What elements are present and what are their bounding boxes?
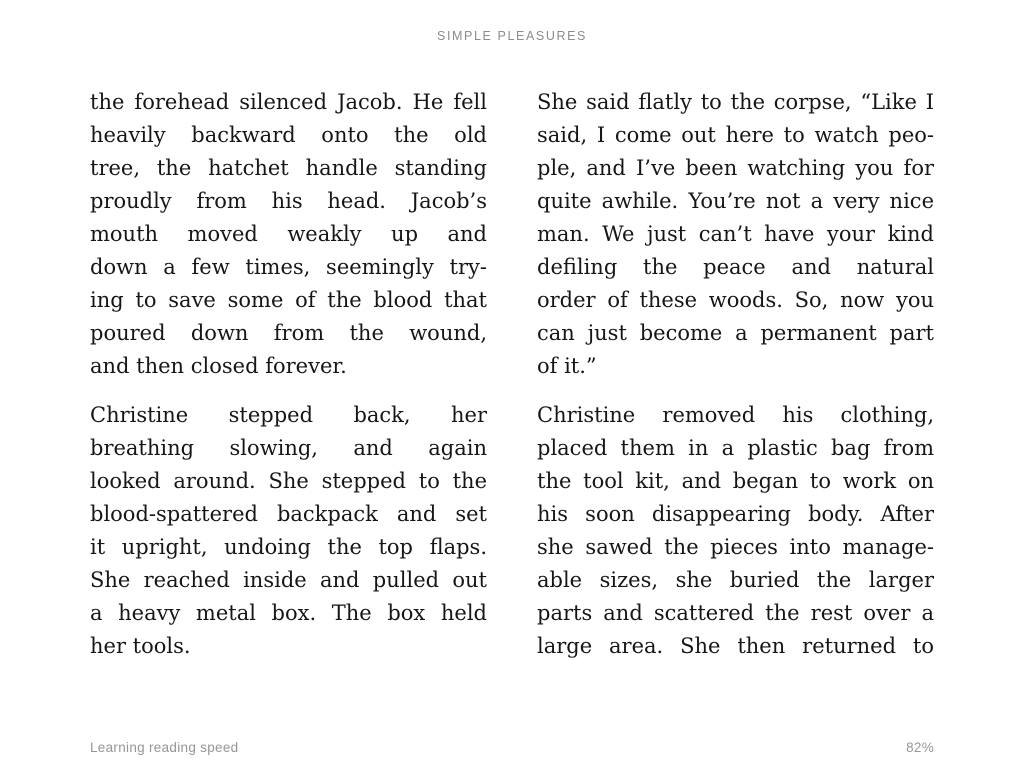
paragraph bbox=[537, 399, 934, 663]
text-line: She reached inside and pulled out bbox=[90, 568, 487, 592]
text-line: She said flatly to the corpse, “Like I bbox=[537, 90, 934, 114]
text-line: it upright, undoing the top flaps. bbox=[90, 535, 487, 559]
text-line: mouth moved weakly up and bbox=[90, 222, 487, 246]
text-line: poured down from the wound, bbox=[90, 321, 487, 345]
text-line: said, I come out here to watch peo- bbox=[537, 123, 934, 147]
text-line: large area. She then returned to bbox=[537, 634, 934, 658]
text-line: order of these woods. So, now you bbox=[537, 288, 934, 312]
text-line: can just become a permanent part bbox=[537, 321, 934, 345]
text-line: tree, the hatchet handle standing bbox=[90, 156, 487, 180]
text-line: of it.” bbox=[537, 354, 597, 378]
paragraph bbox=[537, 86, 934, 383]
text-line: her tools. bbox=[90, 634, 191, 658]
text-line: heavily backward onto the old bbox=[90, 123, 487, 147]
text-line: the tool kit, and began to work on bbox=[537, 469, 934, 493]
text-line: the forehead silenced Jacob. He fell bbox=[90, 90, 487, 114]
text-line: breathing slowing, and again bbox=[90, 436, 487, 460]
text-line: a heavy metal box. The box held bbox=[90, 601, 487, 625]
paragraph bbox=[90, 86, 487, 383]
text-line: and then closed forever. bbox=[90, 354, 347, 378]
text-column-right bbox=[537, 86, 934, 663]
text-line: Christine removed his clothing, bbox=[537, 403, 934, 427]
text-line: quite awhile. You’re not a very nice bbox=[537, 189, 934, 213]
text-line: blood-spattered backpack and set bbox=[90, 502, 487, 526]
page-content[interactable] bbox=[90, 86, 934, 663]
text-column-left bbox=[90, 86, 487, 663]
reader-footer bbox=[90, 740, 934, 755]
reading-status: Learning reading speed bbox=[90, 740, 239, 755]
text-line: his soon disappearing body. After bbox=[537, 502, 934, 526]
text-line: Christine stepped back, her bbox=[90, 403, 487, 427]
reader-header bbox=[0, 29, 1024, 43]
text-line: able sizes, she buried the larger bbox=[537, 568, 934, 592]
text-line: down a few times, seemingly try- bbox=[90, 255, 487, 279]
text-line: defiling the peace and natural bbox=[537, 255, 934, 279]
text-line: man. We just can’t have your kind bbox=[537, 222, 934, 246]
text-line: parts and scattered the rest over a bbox=[537, 601, 934, 625]
text-line: looked around. She stepped to the bbox=[90, 469, 487, 493]
text-line: proudly from his head. Jacob’s bbox=[90, 189, 487, 213]
progress-percent: 82% bbox=[906, 740, 934, 755]
paragraph bbox=[90, 399, 487, 663]
text-line: she sawed the pieces into manage- bbox=[537, 535, 934, 559]
book-title: SIMPLE PLEASURES bbox=[437, 29, 587, 43]
text-line: ple, and I’ve been watching you for bbox=[537, 156, 934, 180]
text-line: placed them in a plastic bag from bbox=[537, 436, 934, 460]
text-line: ing to save some of the blood that bbox=[90, 288, 487, 312]
